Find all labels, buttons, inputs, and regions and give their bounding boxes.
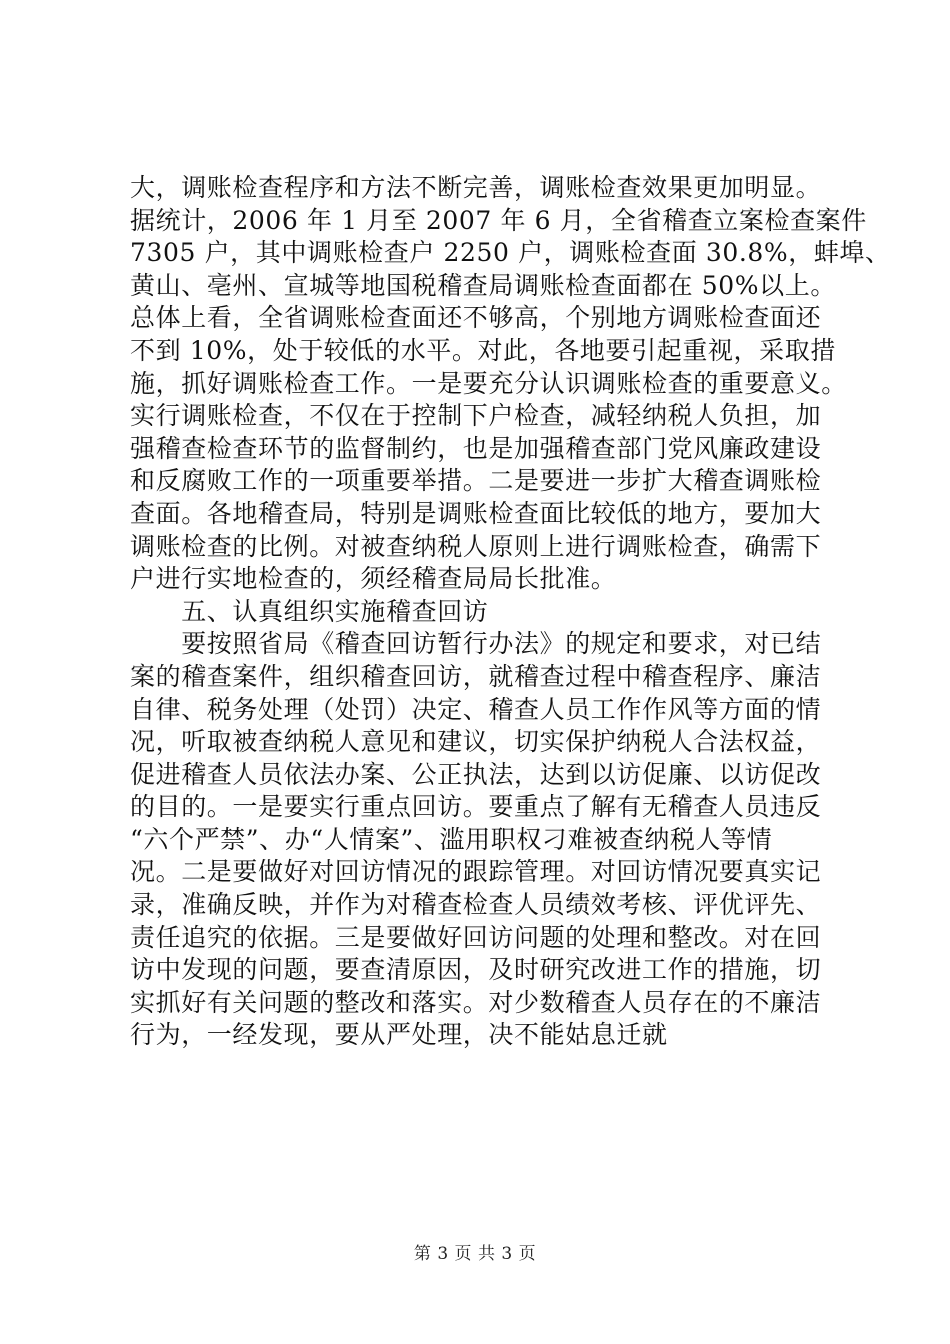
text-line: 不到 10%，处于较低的水平。对此，各地要引起重视，采取措 bbox=[130, 335, 836, 365]
text-line: 的目的。一是要实行重点回访。要重点了解有无稽查人员违反 bbox=[130, 792, 822, 822]
text-line: 促进稽查人员依法办案、公正执法，达到以访促廉、以访促改 bbox=[130, 759, 822, 789]
text-line: 自律、税务处理（处罚）决定、稽查人员工作作风等方面的情 bbox=[130, 694, 822, 724]
text-line: 要按照省局《稽查回访暂行办法》的规定和要求，对已结 bbox=[130, 629, 822, 659]
text-line: 户进行实地检查的，须经稽查局局长批准。 bbox=[130, 564, 617, 594]
text-line: 况，听取被查纳税人意见和建议，切实保护纳税人合法权益， bbox=[130, 727, 822, 757]
text-line: 施，抓好调账检查工作。一是要充分认识调账检查的重要意义。 bbox=[130, 368, 847, 398]
text-line: 总体上看，全省调账检查面还不够高，个别地方调账检查面还 bbox=[130, 303, 822, 333]
text-line: 实行调账检查，不仅在于控制下户检查，减轻纳税人负担，加 bbox=[130, 401, 822, 431]
section-heading: 五、认真组织实施稽查回访 bbox=[130, 596, 489, 626]
text-line: 黄山、亳州、宣城等地国税稽查局调账检查面都在 50%以上。 bbox=[130, 270, 836, 300]
text-line: 大，调账检查程序和方法不断完善，调账检查效果更加明显。 bbox=[130, 173, 822, 202]
text-line: 实抓好有关问题的整改和落实。对少数稽查人员存在的不廉洁 bbox=[130, 987, 822, 1017]
text-line: 和反腐败工作的一项重要举措。二是要进一步扩大稽查调账检 bbox=[130, 466, 822, 496]
text-line: “六个严禁”、办“人情案”、滥用职权刁难被查纳税人等情 bbox=[130, 824, 773, 854]
text-line: 强稽查检查环节的监督制约，也是加强稽查部门党风廉政建设 bbox=[130, 433, 822, 463]
text-line: 案的稽查案件，组织稽查回访，就稽查过程中稽查程序、廉洁 bbox=[130, 661, 822, 691]
text-line: 7305 户，其中调账检查户 2250 户，调账检查面 30.8%，蚌埠、 bbox=[130, 238, 891, 268]
text-line: 调账检查的比例。对被查纳税人原则上进行调账检查，确需下 bbox=[130, 531, 822, 561]
text-line: 据统计，2006 年 1 月至 2007 年 6 月，全省稽查立案检查案件 bbox=[130, 205, 867, 235]
text-line: 查面。各地稽查局，特别是调账检查面比较低的地方，要加大 bbox=[130, 498, 822, 528]
text-line: 责任追究的依据。三是要做好回访问题的处理和整改。对在回 bbox=[130, 922, 822, 952]
text-line: 行为，一经发现，要从严处理，决不能姑息迁就 bbox=[130, 1020, 668, 1050]
body-text bbox=[130, 172, 891, 1052]
text-line: 况。二是要做好对回访情况的跟踪管理。对回访情况要真实记 bbox=[130, 857, 822, 887]
text-line: 录，准确反映，并作为对稽查检查人员绩效考核、评优评先、 bbox=[130, 890, 822, 920]
page-number-footer: 第 3 页 共 3 页 bbox=[413, 1244, 537, 1264]
text-line: 访中发现的问题，要查清原因，及时研究改进工作的措施，切 bbox=[130, 955, 822, 985]
